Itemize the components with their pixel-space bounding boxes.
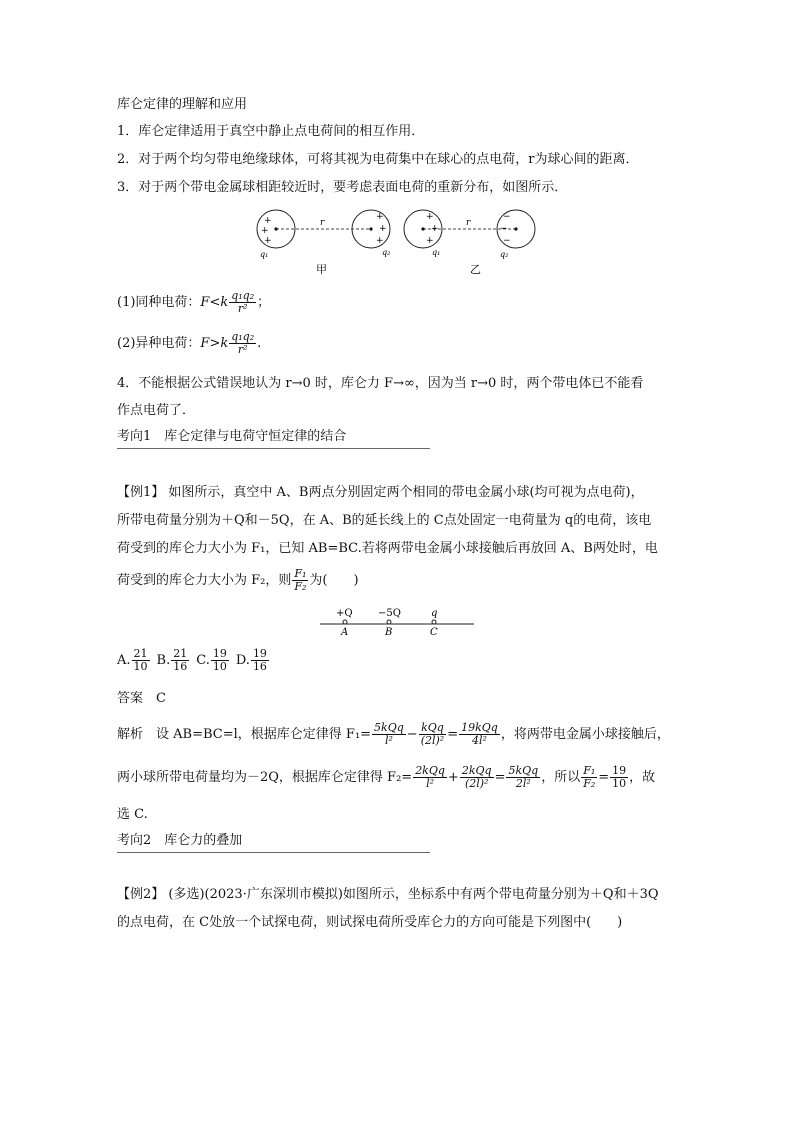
plus-sign: + [376, 236, 384, 246]
solution-line3: 选 C. [117, 807, 148, 822]
fraction-f1-f2: $\frac{\text{F₁}}{\text{F₂}}$ [294, 567, 307, 593]
kaoxiang-2-heading: 考向2 库仑力的叠加 [117, 832, 430, 853]
example2-line1: 【例2】 (多选)(2023·广东深圳市模拟)如图所示，坐标系中有两个带电荷量分别为＋Q和＋3Q [117, 887, 659, 902]
minus-sign: − [503, 236, 511, 246]
solution-line1: 解析 设 AB=BC=l，根据库仑定律得 F₁= $\frac{\text{5kQq}}{\text{l²}}$ − $\frac{\text{kQq}}{\text{(2l)²}}$ = $\frac{\text{19kQq}}{\text{4l²}}$ ，将两带电金属小球接触后， [117, 721, 670, 747]
label-c: C [430, 627, 438, 638]
plus-sign: + [379, 224, 387, 234]
section-title: 库仑定律的理解和应用 [117, 97, 248, 112]
plus-sign: + [264, 236, 272, 246]
point-c [432, 620, 436, 624]
plus-sign: + [264, 216, 272, 226]
solution-line2: 两小球所带电荷量均为－2Q，根据库仑定律得 F₂= $\frac{\text{2kQq}}{\text{l²}}$ + $\frac{\text{2kQq}}{\text{(2l)²}}$ = $\frac{\text{5kQq}}{\text{2l²}}$ ，所以 $\frac{\text{F₁}}{\text{F₂}}$ = $\frac{19}{10}$ ，故 [117, 764, 656, 790]
label-jia: 甲 [316, 263, 327, 276]
figure-abc-line [318, 604, 478, 640]
fraction: $\frac{\text{q₁q₂}}{\text{r²}}$ [231, 330, 255, 356]
minus-sign: − [500, 224, 508, 234]
example1-line1: 【例1】 如图所示，真空中 A、B两点分别固定两个相同的带电金属小球(均可视为点电荷)， [117, 485, 644, 500]
point-b [387, 620, 391, 624]
figure-charged-spheres [250, 205, 550, 277]
label-b: B [385, 627, 393, 638]
fraction: $\frac{\text{q₁q₂}}{\text{r²}}$ [231, 289, 255, 315]
point-a [343, 620, 347, 624]
q2-label-right: q₂ [500, 250, 509, 259]
q1-label-left: q₁ [260, 250, 269, 259]
plus-sign: + [431, 224, 439, 234]
plus-sign: + [261, 226, 269, 236]
case-same-charge: (1)同种电荷：F<k $\frac{\text{q₁q₂}}{\text{r²}}$ ； [117, 289, 271, 315]
example2-line2: 的点电荷，在 C处放一个试探电荷，则试探电荷所受库仑力的方向可能是下列图中( ) [117, 915, 623, 930]
option-c[interactable]: C. $\frac{19}{10}$ [196, 647, 227, 673]
option-a[interactable]: A. $\frac{21}{10}$ [117, 647, 148, 673]
r-label-left: r [320, 218, 325, 228]
q1-label-right: q₁ [432, 248, 441, 257]
point-4-line1: 4．不能根据公式错误地认为 r→0 时，库仑力 F→∞，因为当 r→0 时，两个带电体已不能看 [117, 376, 644, 391]
charge-b: −5Q [378, 608, 401, 619]
point-1: 1．库仑定律适用于真空中静止点电荷间的相互作用． [117, 124, 425, 139]
point-3: 3．对于两个带电金属球相距较近时，要考虑表面电荷的重新分布，如图所示． [117, 180, 568, 195]
charge-a: +Q [336, 608, 353, 619]
example1-line3: 荷受到的库仑力大小为 F₁，已知 AB=BC.若将两带电金属小球接触后再放回 A、B两处时，电 [117, 541, 658, 556]
label-yi: 乙 [470, 263, 481, 276]
case-opposite-charge: (2)异种电荷：F>k $\frac{\text{q₁q₂}}{\text{r²}}$ . [117, 330, 262, 356]
charge-c: q [431, 608, 438, 619]
label-a: A [341, 627, 349, 638]
point-2: 2．对于两个均匀带电绝缘球体，可将其视为电荷集中在球心的点电荷，r为球心间的距离． [117, 152, 639, 167]
r-label-right: r [466, 218, 471, 228]
plus-sign: + [426, 212, 434, 222]
example1-line4: 荷受到的库仑力大小为 F₂，则 $\frac{\text{F₁}}{\text{F₂}}$ 为( ) [117, 567, 359, 593]
option-d[interactable]: D. $\frac{19}{16}$ [235, 647, 267, 673]
example1-options [117, 648, 276, 673]
point-4-line2: 作点电荷了． [117, 403, 196, 418]
plus-sign: + [376, 212, 384, 222]
minus-sign: − [503, 212, 511, 222]
plus-sign: + [426, 236, 434, 246]
example1-answer: 答案 C [117, 691, 166, 706]
q2-label-left: q₂ [382, 248, 391, 257]
kaoxiang-1-heading: 考向1 库仑定律与电荷守恒定律的结合 [117, 428, 430, 449]
option-b[interactable]: B. $\frac{21}{16}$ [156, 647, 188, 673]
example1-line2: 所带电荷量分别为＋Q和－5Q，在 A、B的延长线上的 C点处固定一电荷量为 q的电荷，该电 [117, 513, 652, 528]
